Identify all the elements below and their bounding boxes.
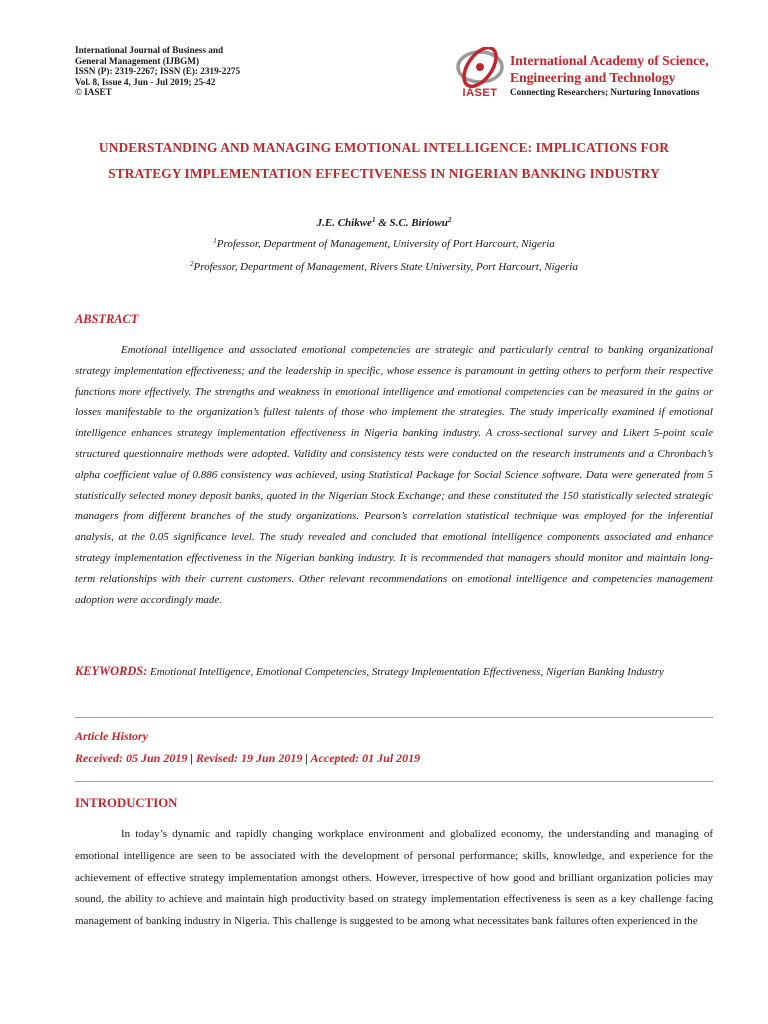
abstract-text: Emotional intelligence and associated emotional competencies are strategic and particularly central to banking organizational strategy implementation effectiveness; and the leadership in specific, whose essence is paramount in getting others to perform their respective functions more effectively. The strengths and weakness in emotional intelligence and emotional competencies can be measured in the gains or losses manifestable to the organization’s fullest talents of those who implement the strategies. The study imperically examined if emotional intelligence enhances strategy implementation effectiveness in Nigeria banking industry. A cross-sectional survey and Likert 5-point scale structured questionnaire methods were adopted. Validity and consistency tests were conducted on the research instruments and a Chronbach’s alpha coefficient value of 0.886 consistency was achieved, using Statistical Package for Social Science software. Data were generated from 5 statistically selected money deposit banks, quoted in the Nigerian Stock Exchange; and these constituted the 150 statistically selected strategic managers from different branches of the study organizations. Pearson’s correlation statistical technique was employed for the inferential analysis, at the 0.05 significance level. The study revealed and concluded that emotional intelligence components associated and enhance strategy implementation effectiveness in the Nigerian banking industry. It is recommended that managers should monitor and maintain long-term relationships with their current customers. Other relevant recommendations on emotional intelligence and competencies management adoption were accordingly made. <box>75 344 713 606</box>
journal-copyright: © IASET <box>75 87 112 98</box>
affiliation-text: Professor, Department of Management, University of Port Harcourt, Nigeria <box>216 238 555 250</box>
affiliation-text: Professor, Department of Management, Rivers State University, Port Harcourt, Nigeria <box>193 261 578 273</box>
author-name: J.E. Chikwe <box>316 217 372 229</box>
journal-info <box>75 45 295 98</box>
journal-issn: ISSN (P): 2319-2267; ISSN (E): 2319-2275 <box>75 66 241 77</box>
divider <box>75 717 713 718</box>
history-separator: | <box>302 751 311 765</box>
introduction-heading: INTRODUCTION <box>75 796 178 810</box>
abstract-heading: ABSTRACT <box>75 312 139 326</box>
received-label: Received: <box>75 751 123 765</box>
keywords-label: KEYWORDS: <box>75 664 148 678</box>
accepted-date: 01 Jul 2019 <box>359 751 421 765</box>
affiliation-2 <box>70 261 698 273</box>
affiliation-sup: 1 <box>213 237 217 245</box>
history-separator: | <box>187 751 196 765</box>
revised-label: Revised: <box>195 751 238 765</box>
iaset-banner <box>452 47 732 105</box>
accepted-label: Accepted: <box>310 751 360 765</box>
revised-date: 19 Jun 2019 <box>237 751 303 765</box>
affiliation-1 <box>70 238 698 250</box>
iaset-name-line: International Academy of Science, <box>510 53 709 68</box>
iaset-name <box>510 52 732 86</box>
affiliation-sup: 2 <box>190 260 194 268</box>
authors <box>70 217 698 229</box>
article-history-heading: Article History <box>75 729 148 743</box>
introduction-text: In today’s dynamic and rapidly changing workplace environment and globalized economy, the understanding and managing of emotional intelligence are seen to be associated with the development of personal performance; skills, knowledge, and experience for the achievement of effective strategy implementation amongst others. However, irrespective of how good and brilliant organization policies may sound, the ability to achieve and maintain high productivity based on strategy implementation effectiveness is seen as a key challenge facing management of banking industry in Nigeria. This challenge is suggested to be among what necessitates bank failures often experienced in the <box>75 828 713 928</box>
author-sup: 1 <box>371 216 376 224</box>
journal-line: General Management (IJBGM) <box>75 55 200 66</box>
author-separator: & <box>375 217 390 229</box>
iaset-name-line: Engineering and Technology <box>510 70 676 85</box>
received-date: 05 Jun 2019 <box>122 751 188 765</box>
author-name: S.C. Biriowu <box>389 217 448 229</box>
keywords-text: Emotional Intelligence, Emotional Competencies, Strategy Implementation Effectiveness, Nigerian Banking Industry <box>147 666 664 678</box>
keywords <box>75 661 713 683</box>
iaset-logo-text: IASET <box>462 87 498 99</box>
divider <box>75 781 713 782</box>
iaset-tagline: Connecting Researchers; Nurturing Innovations <box>510 87 700 97</box>
author-sup: 2 <box>447 216 452 224</box>
article-history-dates <box>75 751 713 766</box>
paper-title: UNDERSTANDING AND MANAGING EMOTIONAL INTELLIGENCE: IMPLICATIONS FOR STRATEGY IMPLEMENTATION EFFECTIVENESS IN NIGERIAN BANKING INDUSTRY <box>98 140 670 181</box>
journal-volume: Vol. 8, Issue 4, Jun - Jul 2019; 25-42 <box>75 76 216 87</box>
journal-line: International Journal of Business and <box>75 45 224 55</box>
